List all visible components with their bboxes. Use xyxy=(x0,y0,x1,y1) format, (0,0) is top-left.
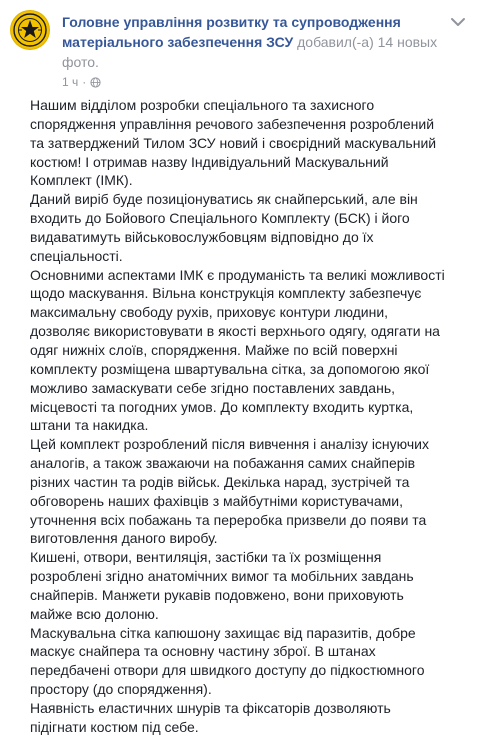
post-meta xyxy=(62,12,439,90)
post-paragraph: Наявність еластичних шнурів та фіксаторів дозволяють підігнати костюм під себе. xyxy=(30,700,391,735)
post-header xyxy=(10,10,467,94)
separator-dot: · xyxy=(82,75,87,89)
military-emblem-icon xyxy=(12,12,48,48)
post-paragraph: Маскувальна сітка капюшону захищає від паразитів, добре маскує снайпера та основну частину зброї. В штанах передбачені отвори для швидкого доступу до підкостюмного простору (до спорядження). xyxy=(30,624,425,698)
post-paragraph: Цей комплект розроблений після вивчення і аналізу існуючих аналогів, а також зважаючи на побажання самих снайперів різних частин та родів військ. Декілька нарад, зустрічей та обговорень наших фахівців з майбутніми користувачами, уточнення всіх побажань та переробка призвели до появи та виготовлення даного виробу. xyxy=(30,436,429,547)
post-paragraph: Даний виріб буде позиціонуватись як снайперський, але він входить до Бойового Спеціального Комплекту (БСК) і його видаватимуть військовослужбовцям відповідно до їх спеціальності. xyxy=(30,191,418,264)
post-paragraph: Кишені, отвори, вентиляція, застібки та їх розміщення розроблені згідно анатомічних вимог та мобільних завдань снайперів. Манжети рукавів подовжено, вони приховують майже всю долоню. xyxy=(30,549,414,622)
globe-icon[interactable] xyxy=(90,77,101,88)
post-paragraph: Нашим відділом розробки спеціального та захисного спорядження управління речового забезпечення розроблений та затверджений Тилом ЗСУ новий і своєрідний маскувальний костюм! І отримав назву Індивідуальний Маскувальний Комплект (ІМК). xyxy=(30,97,437,189)
avatar[interactable] xyxy=(10,10,50,50)
post-title-line xyxy=(62,12,439,72)
post-subline xyxy=(62,74,439,90)
post-paragraph: Основними аспектами ІМК є продуманість та великі можливості щодо маскування. Вільна конструкція комплекту забезпечує максимальну свободу рухів, приховує контури людини, дозволяє використовувати в якості верхнього одягу, одягати на одяг нижніх слоїв, спорядження. Майже по всій поверхні комплекту розміщена швартувальна сітка, за допомогою якої можливо замаскувати себе згідно поставлених завдань, місцевості та погодних умов. До комплекту входить куртка, штани та накидка. xyxy=(30,266,445,434)
page-name-link[interactable]: Головне управління розвитку та супроводження матеріального забезпечення ЗСУ xyxy=(62,14,401,50)
post-timestamp[interactable]: 1 ч xyxy=(62,75,79,89)
post-body xyxy=(30,96,448,737)
post-action-text: добавил(-а) 14 новых фото. xyxy=(62,34,438,70)
chevron-down-icon[interactable] xyxy=(449,16,467,28)
